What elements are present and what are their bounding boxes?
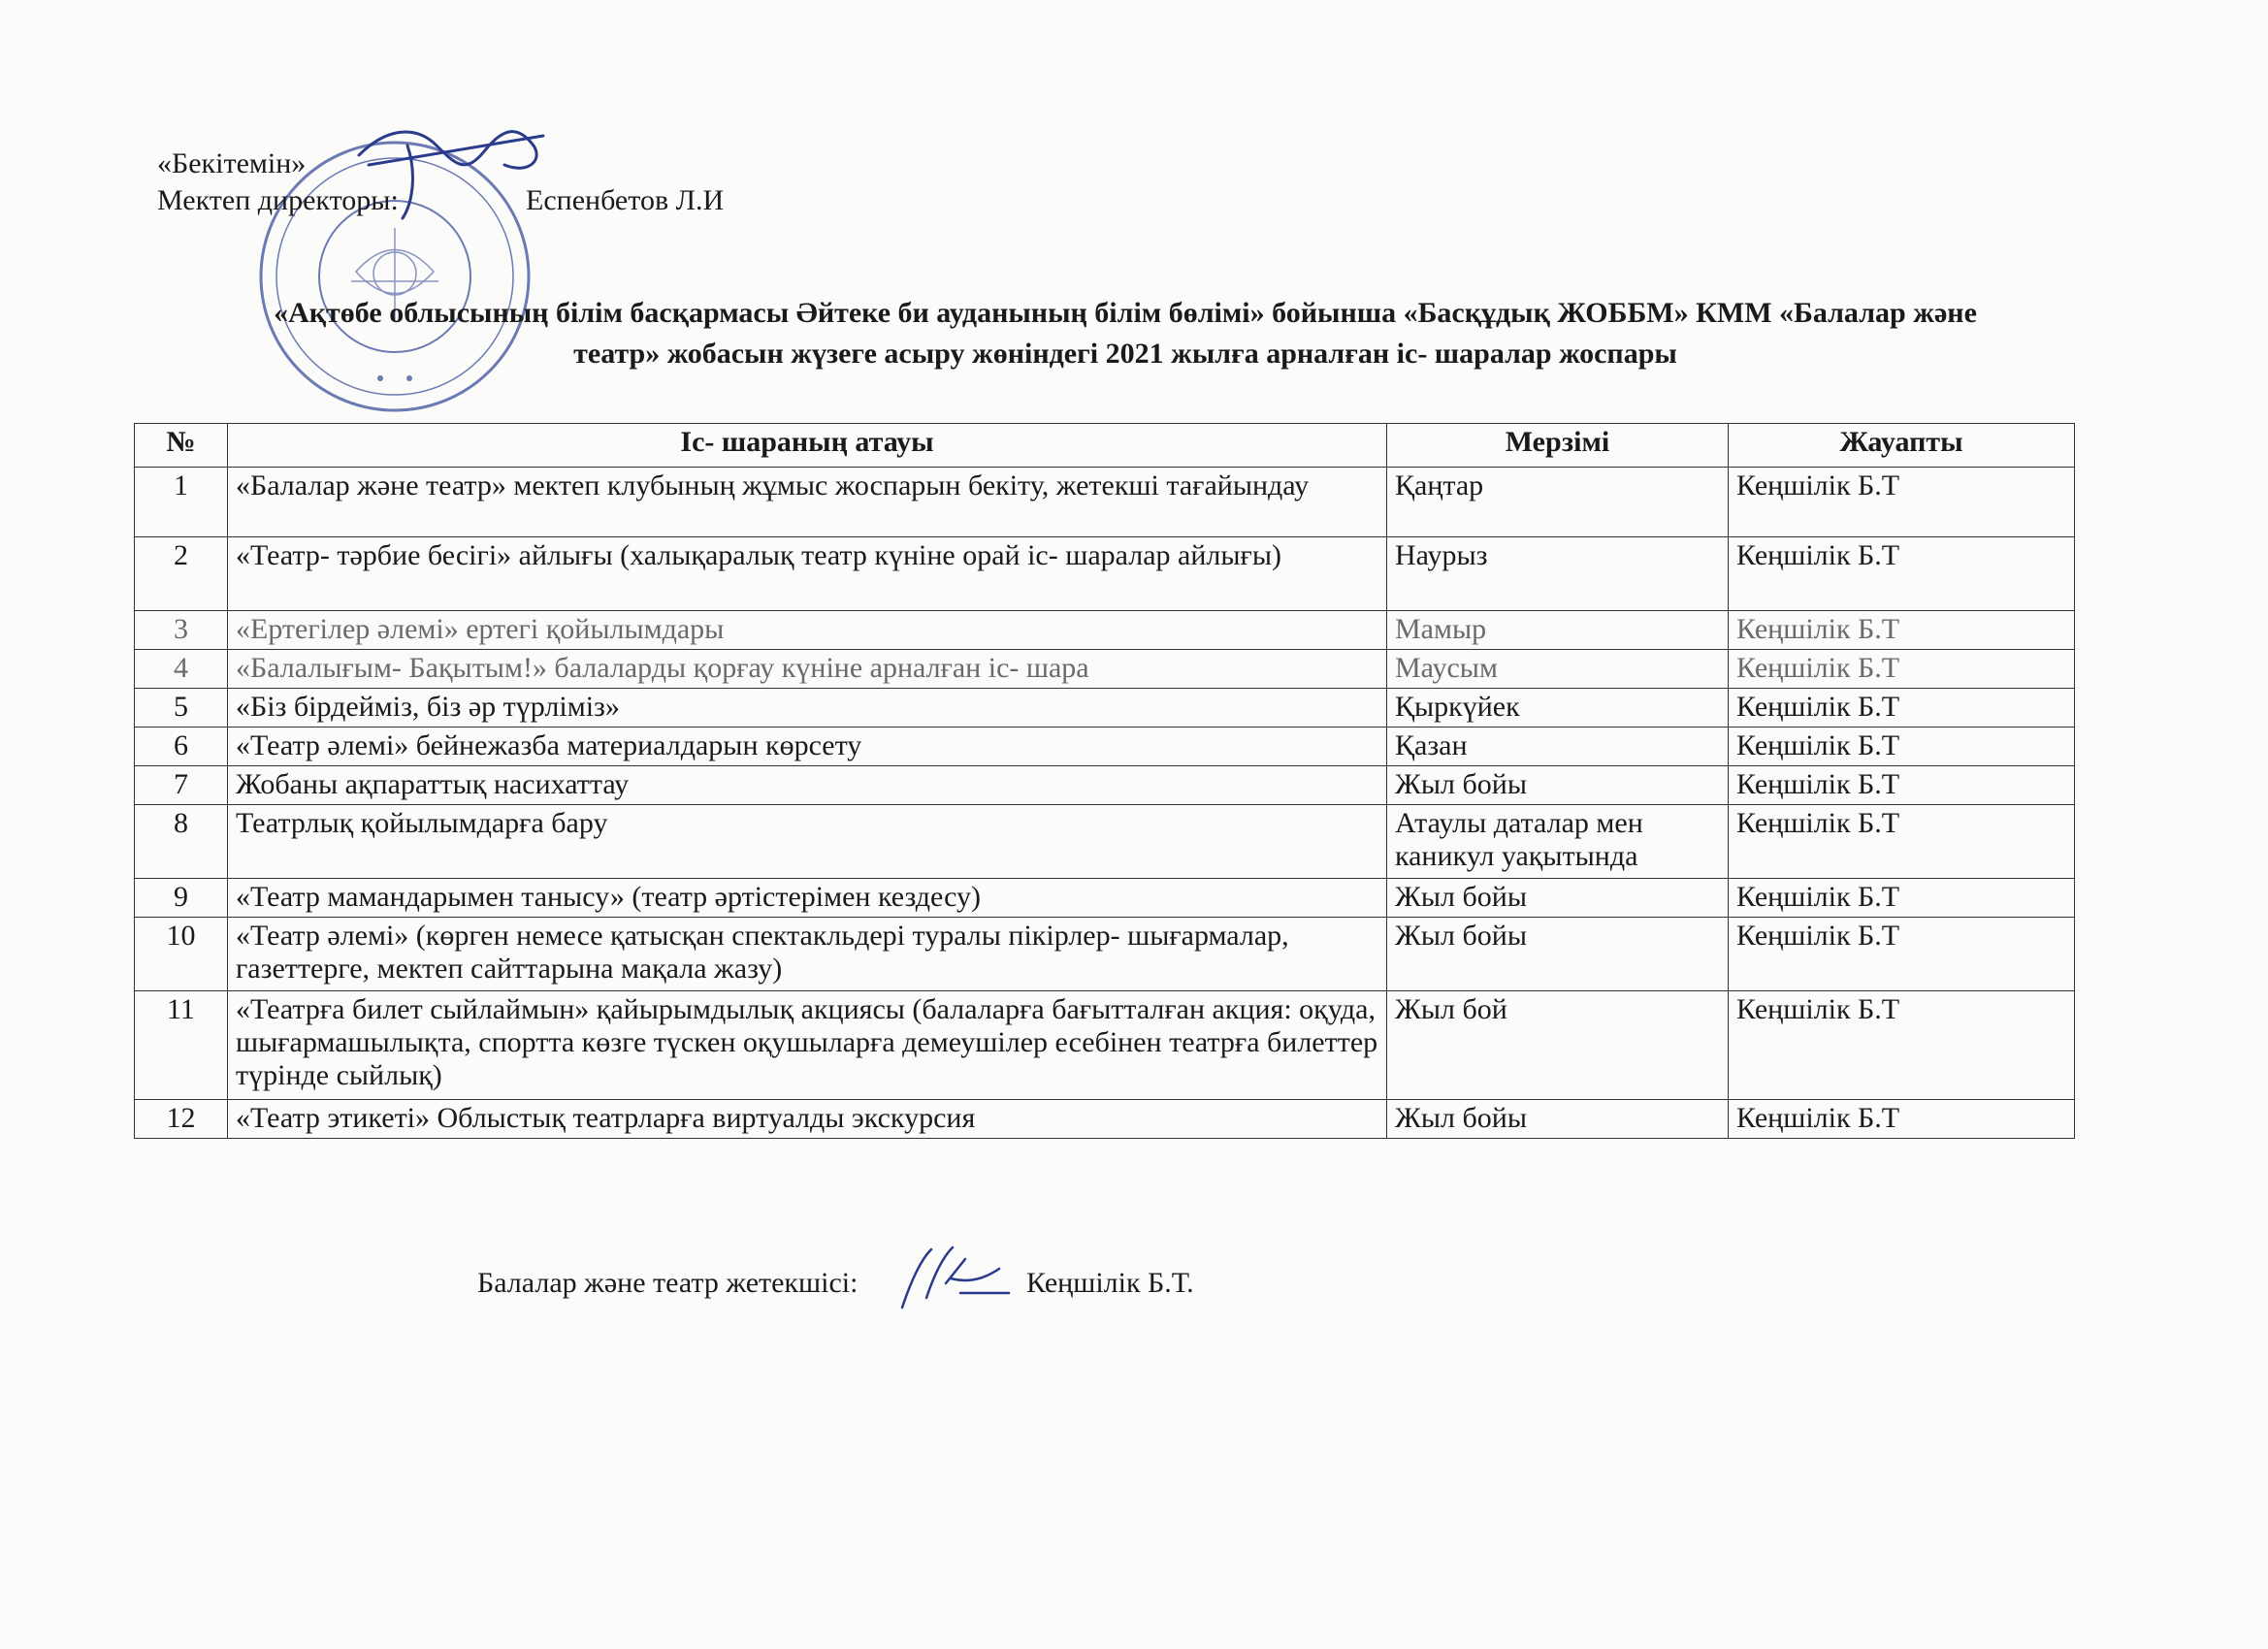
table-row [135, 918, 2075, 991]
header-event: Іс- шараның атауы [228, 424, 1387, 468]
row-term: Жыл бойы [1387, 879, 1729, 918]
director-label: Мектеп директоры: [157, 184, 399, 216]
row-event: «Театр мамандарымен танысу» (театр әртістерімен кездесу) [228, 879, 1387, 918]
row-responsible: Кеңшілік Б.Т [1729, 728, 2075, 766]
row-responsible: Кеңшілік Б.Т [1729, 805, 2075, 879]
leader-label: Балалар және театр жетекшісі: [477, 1267, 859, 1299]
title-line-1: «Ақтөбе облысының білім басқармасы Әйтеке би ауданының білім бөлімі» бойынша «Басқұдық ЖОББМ» КММ «Балалар және [274, 297, 1977, 329]
leader-signature [892, 1240, 1019, 1317]
row-number: 5 [135, 689, 228, 728]
row-responsible: Кеңшілік Б.Т [1729, 689, 2075, 728]
row-term: Наурыз [1387, 537, 1729, 611]
header-number: № [135, 424, 228, 468]
row-number: 9 [135, 879, 228, 918]
row-term: Маусым [1387, 650, 1729, 689]
table-row [135, 766, 2075, 805]
row-event: «Театр әлемі» (көрген немесе қатысқан спектакльдері туралы пікірлер- шығармалар, газеттерге, мектеп сайттарына мақала жазу) [228, 918, 1387, 991]
row-responsible: Кеңшілік Б.Т [1729, 537, 2075, 611]
table-row [135, 879, 2075, 918]
row-number: 12 [135, 1100, 228, 1139]
row-responsible: Кеңшілік Б.Т [1729, 468, 2075, 537]
row-responsible: Кеңшілік Б.Т [1729, 991, 2075, 1100]
row-term: Қаңтар [1387, 468, 1729, 537]
leader-name: Кеңшілік Б.Т. [1026, 1267, 1194, 1299]
row-term: Атаулы даталар мен каникул уақытында [1387, 805, 1729, 879]
table-row [135, 611, 2075, 650]
event-plan-table [134, 423, 2075, 1139]
row-responsible: Кеңшілік Б.Т [1729, 611, 2075, 650]
table-row [135, 1100, 2075, 1139]
row-term: Мамыр [1387, 611, 1729, 650]
approved-label: «Бекітемін» [157, 147, 307, 179]
row-number: 7 [135, 766, 228, 805]
leader-signature-line [477, 1267, 1194, 1300]
row-term: Қыркүйек [1387, 689, 1729, 728]
row-event: «Балалығым- Бақытым!» балаларды қорғау күніне арналған іс- шара [228, 650, 1387, 689]
table-row [135, 991, 2075, 1100]
row-event: «Театрға билет сыйлаймын» қайырымдылық акциясы (балаларға бағытталған акция: оқуда, шығармашылықта, спортта көзге түскен оқушыларға демеушілер есебінен театрға билеттер түрінде сыйлық) [228, 991, 1387, 1100]
row-event: «Ертегілер әлемі» ертегі қойылымдары [228, 611, 1387, 650]
row-number: 4 [135, 650, 228, 689]
row-term: Жыл бойы [1387, 766, 1729, 805]
row-event: Жобаны ақпараттық насихаттау [228, 766, 1387, 805]
row-event: Театрлық қойылымдарға бару [228, 805, 1387, 879]
table-row [135, 468, 2075, 537]
row-number: 11 [135, 991, 228, 1100]
row-number: 10 [135, 918, 228, 991]
row-term: Жыл бойы [1387, 918, 1729, 991]
document-title [136, 293, 2115, 374]
row-responsible: Кеңшілік Б.Т [1729, 766, 2075, 805]
table-row [135, 728, 2075, 766]
row-term: Жыл бойы [1387, 1100, 1729, 1139]
table-row [135, 650, 2075, 689]
row-event: «Театр әлемі» бейнежазба материалдарын көрсету [228, 728, 1387, 766]
row-responsible: Кеңшілік Б.Т [1729, 879, 2075, 918]
row-responsible: Кеңшілік Б.Т [1729, 650, 2075, 689]
row-number: 1 [135, 468, 228, 537]
row-number: 2 [135, 537, 228, 611]
header-term: Мерзімі [1387, 424, 1729, 468]
table-row [135, 689, 2075, 728]
table-row [135, 805, 2075, 879]
approval-block [157, 146, 725, 219]
row-event: «Театр- тәрбие бесігі» айлығы (халықаралық театр күніне орай іс- шаралар айлығы) [228, 537, 1387, 611]
row-number: 6 [135, 728, 228, 766]
row-term: Қазан [1387, 728, 1729, 766]
header-responsible: Жауапты [1729, 424, 2075, 468]
row-term: Жыл бой [1387, 991, 1729, 1100]
table-row [135, 537, 2075, 611]
row-event: «Театр этикеті» Облыстық театрларға виртуалды экскурсия [228, 1100, 1387, 1139]
director-name: Еспенбетов Л.И [526, 184, 725, 216]
row-number: 8 [135, 805, 228, 879]
row-responsible: Кеңшілік Б.Т [1729, 1100, 2075, 1139]
row-event: «Біз бірдейміз, біз әр түрліміз» [228, 689, 1387, 728]
table-header-row [135, 424, 2075, 468]
row-number: 3 [135, 611, 228, 650]
row-responsible: Кеңшілік Б.Т [1729, 918, 2075, 991]
title-line-2: театр» жобасын жүзеге асыру жөніндегі 2021 жылға арналған іс- шаралар жоспары [573, 338, 1677, 370]
row-event: «Балалар және театр» мектеп клубының жұмыс жоспарын бекіту, жетекші тағайындау [228, 468, 1387, 537]
